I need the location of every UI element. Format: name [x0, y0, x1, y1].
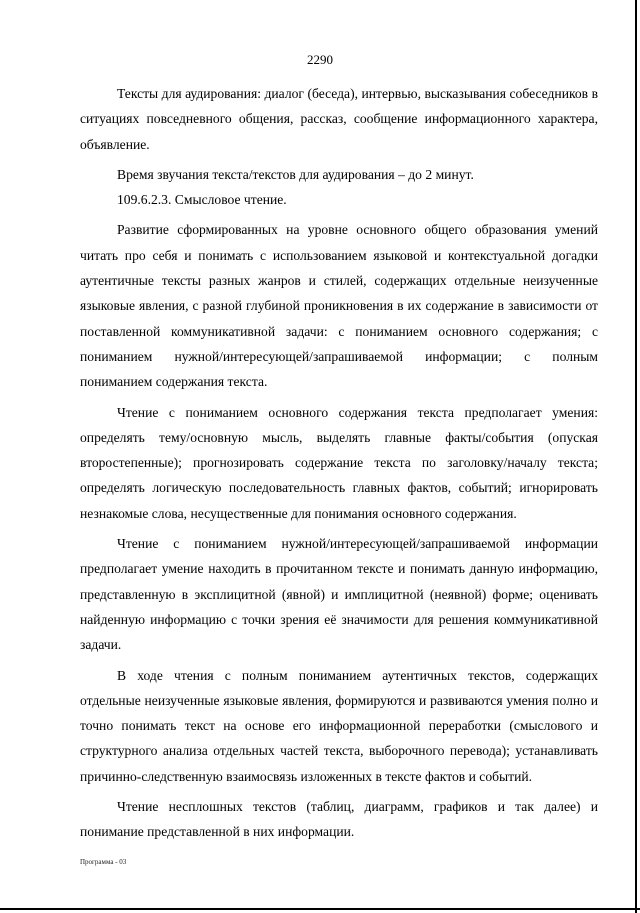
page-edge-bottom [0, 908, 640, 910]
paragraph-reading-skills: Развитие сформированных на уровне основного общего образования умений читать про себя и понимать с использованием языковой и контекстуальной догадки аутентичные тексты разных жанров и стилей, содержащих отдельные неизученные языковые явления, с разной глубиной проникновения в их содержание в зависимости от поставленной коммуникативной задачи: с пониманием основного содержания; с пониманием нужной/интересующей/запрашиваемой информации; с полным пониманием содержания текста. [80, 222, 598, 390]
paragraph-full-understanding-reading: В ходе чтения с полным пониманием аутентичных текстов, содержащих отдельные неизученные языковые явления, формируются и развиваются умения полно и точно понимать текст на основе его информационной переработки (смыслового и структурного анализа отдельных частей текста, выборочного перевода); устанавливать причинно-следственную взаимосвязь изложенных в тексте фактов и событий. [80, 667, 598, 784]
footer-program-label: Программа - 03 [80, 858, 127, 866]
document-body [80, 81, 598, 845]
paragraph-noncontinuous-texts: Чтение несплошных текстов (таблиц, диаграмм, графиков и так далее) и понимание представленной в них информации. [80, 799, 598, 840]
paragraph-listening-texts: Тексты для аудирования: диалог (беседа), интервью, высказывания собеседников в ситуациях повседневного общения, рассказ, сообщение информационного характера, объявление. [80, 86, 598, 152]
paragraph-listening-duration: Время звучания текста/текстов для аудирования – до 2 минут. [117, 166, 474, 182]
paragraph-main-content-reading: Чтение с пониманием основного содержания текста предполагает умения: определять тему/основную мысль, выделять главные факты/события (опуская второстепенные); прогнозировать содержание текста по заголовку/началу текста; определять логическую последовательность главных фактов, событий; игнорировать незнакомые слова, несущественные для понимания основного содержания. [80, 404, 598, 521]
section-heading-reading: 109.6.2.3. Смысловое чтение. [117, 192, 287, 208]
page-number: 2290 [307, 52, 333, 67]
page-edge-right [635, 0, 637, 913]
paragraph-specific-info-reading: Чтение с пониманием нужной/интересующей/запрашиваемой информации предполагает умение находить в прочитанном тексте и понимать данную информацию, представленную в эксплицитной (явной) и имплицитной (неявной) форме; оценивать найденную информацию с точки зрения её значимости для решения коммуникативной задачи. [80, 536, 598, 653]
